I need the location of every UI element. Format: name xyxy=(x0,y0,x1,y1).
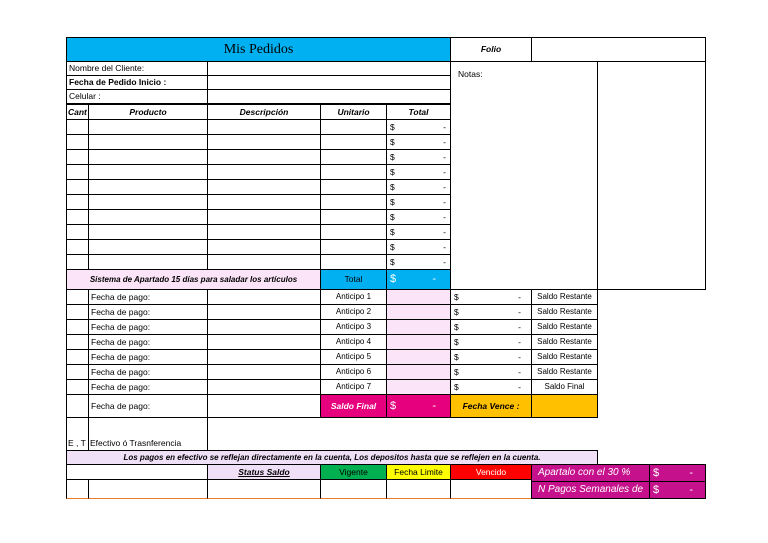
total-cell xyxy=(386,164,451,180)
amount: - xyxy=(518,336,521,347)
amount: - xyxy=(689,483,693,496)
payment-date-input[interactable] xyxy=(207,334,321,350)
bottom-total-cell xyxy=(386,479,451,499)
advance-amount xyxy=(450,334,532,350)
amount: - xyxy=(432,399,436,412)
currency-symbol: $ xyxy=(454,351,459,362)
product-cell[interactable] xyxy=(88,149,208,165)
amount: - xyxy=(443,211,446,222)
currency-symbol: $ xyxy=(390,136,395,147)
description-cell[interactable] xyxy=(207,164,321,180)
payment-date-label: Fecha de pago: xyxy=(88,334,208,350)
total-cell xyxy=(386,224,451,240)
final-number-cell xyxy=(66,394,89,418)
advance-label: Anticipo 3 xyxy=(320,319,387,335)
payment-date-label: Fecha de pago: xyxy=(88,289,208,305)
currency-symbol: $ xyxy=(390,399,397,412)
total-label: Total xyxy=(320,269,387,290)
qty-cell[interactable] xyxy=(66,119,89,135)
payment-date-input[interactable] xyxy=(207,319,321,335)
apartado-label: Apartalo con el 30 % xyxy=(531,464,650,482)
phone-label: Celular : xyxy=(66,89,208,104)
product-cell[interactable] xyxy=(88,164,208,180)
balance-label: Saldo Restante xyxy=(531,334,598,350)
amount: - xyxy=(432,273,436,285)
advance-label: Anticipo 7 xyxy=(320,379,387,395)
due-date-input[interactable] xyxy=(531,394,598,418)
folio-label: Folio xyxy=(450,37,532,62)
unit-cell[interactable] xyxy=(320,209,387,225)
legend-text: Efectivo ó Trasnferencia xyxy=(88,417,208,451)
amount: - xyxy=(518,366,521,377)
payment-date-input[interactable] xyxy=(207,349,321,365)
phone-input[interactable] xyxy=(207,89,451,104)
payment-date-label: Fecha de pago: xyxy=(88,349,208,365)
col-header-product: Producto xyxy=(88,104,208,120)
amount: - xyxy=(518,291,521,302)
product-cell[interactable] xyxy=(88,254,208,270)
col-header-unit: Unitario xyxy=(320,104,387,120)
bottom-status-cell xyxy=(450,479,532,499)
payment-number-cell xyxy=(66,364,89,380)
status-fecha-limite: Fecha Limite xyxy=(386,464,451,480)
payment-date-label: Fecha de pago: xyxy=(88,364,208,380)
amount: - xyxy=(443,226,446,237)
amount: - xyxy=(443,241,446,252)
order-date-input[interactable] xyxy=(207,75,451,90)
advance-input[interactable] xyxy=(386,289,451,305)
qty-cell[interactable] xyxy=(66,134,89,150)
balance-label: Saldo Restante xyxy=(531,289,598,305)
product-cell[interactable] xyxy=(88,209,208,225)
product-cell[interactable] xyxy=(88,134,208,150)
total-cell xyxy=(386,254,451,270)
final-balance-label: Saldo Final xyxy=(320,394,387,418)
bottom-description-cell xyxy=(207,479,321,499)
product-cell[interactable] xyxy=(88,239,208,255)
balance-label: Saldo Restante xyxy=(531,349,598,365)
unit-cell[interactable] xyxy=(320,239,387,255)
currency-symbol: $ xyxy=(390,166,395,177)
currency-symbol: $ xyxy=(390,181,395,192)
advance-label: Anticipo 6 xyxy=(320,364,387,380)
balance-label: Saldo Final xyxy=(531,379,598,395)
advance-amount xyxy=(450,364,532,380)
advance-label: Anticipo 4 xyxy=(320,334,387,350)
currency-symbol: $ xyxy=(653,483,660,496)
total-cell xyxy=(386,194,451,210)
currency-symbol: $ xyxy=(454,336,459,347)
currency-symbol: $ xyxy=(454,381,459,392)
unit-cell[interactable] xyxy=(320,224,387,240)
unit-cell[interactable] xyxy=(320,119,387,135)
advance-amount xyxy=(450,304,532,320)
bottom-unit-cell xyxy=(320,479,387,499)
currency-symbol: $ xyxy=(454,321,459,332)
description-cell[interactable] xyxy=(207,239,321,255)
total-cell xyxy=(386,179,451,195)
advance-input[interactable] xyxy=(386,319,451,335)
unit-cell[interactable] xyxy=(320,164,387,180)
col-header-total: Total xyxy=(386,104,451,120)
currency-symbol: $ xyxy=(390,151,395,162)
due-date-label: Fecha Vence : xyxy=(450,394,532,418)
grand-total xyxy=(386,269,451,290)
description-cell[interactable] xyxy=(207,209,321,225)
unit-cell[interactable] xyxy=(320,134,387,150)
description-cell[interactable] xyxy=(207,134,321,150)
description-cell[interactable] xyxy=(207,119,321,135)
amount: - xyxy=(443,196,446,207)
legend-codes: E , T xyxy=(66,417,89,451)
currency-symbol: $ xyxy=(390,226,395,237)
advance-input[interactable] xyxy=(386,304,451,320)
weekly-payments-value xyxy=(649,481,706,499)
qty-cell[interactable] xyxy=(66,209,89,225)
notes-box[interactable] xyxy=(450,61,598,290)
final-date-input[interactable] xyxy=(207,394,321,418)
col-header-qty: Cant xyxy=(66,104,89,120)
payment-date-input[interactable] xyxy=(207,304,321,320)
total-cell xyxy=(386,134,451,150)
payment-number-cell xyxy=(66,289,89,305)
payment-date-input[interactable] xyxy=(207,379,321,395)
status-vencido: Vencido xyxy=(450,464,532,480)
bottom-qty-cell xyxy=(66,479,89,499)
amount: - xyxy=(689,466,693,479)
client-name-input[interactable] xyxy=(207,61,451,76)
currency-symbol: $ xyxy=(390,196,395,207)
folio-field[interactable] xyxy=(531,37,706,62)
currency-symbol: $ xyxy=(454,366,459,377)
qty-cell[interactable] xyxy=(66,179,89,195)
payment-number-cell xyxy=(66,334,89,350)
bottom-product-cell xyxy=(88,479,208,499)
unit-cell[interactable] xyxy=(320,179,387,195)
product-cell[interactable] xyxy=(88,179,208,195)
total-cell xyxy=(386,149,451,165)
qty-cell[interactable] xyxy=(66,164,89,180)
amount: - xyxy=(443,151,446,162)
status-spacer xyxy=(66,464,208,480)
amount: - xyxy=(518,321,521,332)
currency-symbol: $ xyxy=(390,121,395,132)
order-date-label: Fecha de Pedido Inicio : xyxy=(66,75,208,90)
weekly-payments-label: N Pagos Semanales de xyxy=(531,481,650,499)
product-cell[interactable] xyxy=(88,224,208,240)
balance-label: Saldo Restante xyxy=(531,364,598,380)
qty-cell[interactable] xyxy=(66,194,89,210)
currency-symbol: $ xyxy=(454,306,459,317)
page-title: Mis Pedidos xyxy=(66,37,451,62)
final-balance-value xyxy=(386,394,451,418)
balance-label: Saldo Restante xyxy=(531,319,598,335)
qty-cell[interactable] xyxy=(66,224,89,240)
advance-input[interactable] xyxy=(386,334,451,350)
payment-date-input[interactable] xyxy=(207,289,321,305)
currency-symbol: $ xyxy=(390,256,395,267)
currency-symbol: $ xyxy=(454,291,459,302)
advance-input[interactable] xyxy=(386,364,451,380)
total-cell xyxy=(386,239,451,255)
currency-symbol: $ xyxy=(390,241,395,252)
amount: - xyxy=(518,306,521,317)
advance-amount xyxy=(450,319,532,335)
unit-cell[interactable] xyxy=(320,149,387,165)
total-cell xyxy=(386,119,451,135)
right-blank-column xyxy=(597,61,706,290)
payment-number-cell xyxy=(66,379,89,395)
apartado-value xyxy=(649,464,706,482)
qty-cell[interactable] xyxy=(66,149,89,165)
client-name-label: Nombre del Cliente: xyxy=(66,61,208,76)
payment-date-label: Fecha de pago: xyxy=(88,304,208,320)
description-cell[interactable] xyxy=(207,224,321,240)
total-cell xyxy=(386,209,451,225)
currency-symbol: $ xyxy=(653,466,660,479)
status-label: Status Saldo xyxy=(207,464,321,480)
qty-cell[interactable] xyxy=(66,239,89,255)
advance-amount xyxy=(450,379,532,395)
advance-amount xyxy=(450,349,532,365)
description-cell[interactable] xyxy=(207,194,321,210)
amount: - xyxy=(518,351,521,362)
amount: - xyxy=(443,256,446,267)
disclaimer-note: Los pagos en efectivo se reflejan directamente en la cuenta, Los depositos hasta que se reflejen en la cuenta. xyxy=(66,450,598,465)
payment-number-cell xyxy=(66,349,89,365)
product-cell[interactable] xyxy=(88,194,208,210)
qty-cell[interactable] xyxy=(66,254,89,270)
payment-date-label: Fecha de pago: xyxy=(88,379,208,395)
advance-input[interactable] xyxy=(386,349,451,365)
balance-label: Saldo Restante xyxy=(531,304,598,320)
amount: - xyxy=(443,136,446,147)
currency-symbol: $ xyxy=(390,273,397,285)
unit-cell[interactable] xyxy=(320,194,387,210)
advance-input[interactable] xyxy=(386,379,451,395)
amount: - xyxy=(443,181,446,192)
final-date-label: Fecha de pago: xyxy=(88,394,208,418)
payment-number-cell xyxy=(66,304,89,320)
payment-date-input[interactable] xyxy=(207,364,321,380)
product-cell[interactable] xyxy=(88,119,208,135)
layaway-note: Sistema de Apartado 15 días para saladar los artículos xyxy=(66,269,321,290)
payment-number-cell xyxy=(66,319,89,335)
col-header-description: Descripción xyxy=(207,104,321,120)
amount: - xyxy=(443,166,446,177)
status-vigente: Vigente xyxy=(320,464,387,480)
description-cell[interactable] xyxy=(207,149,321,165)
unit-cell[interactable] xyxy=(320,254,387,270)
amount: - xyxy=(443,121,446,132)
advance-label: Anticipo 1 xyxy=(320,289,387,305)
notes-label: Notas: xyxy=(458,69,483,79)
advance-label: Anticipo 2 xyxy=(320,304,387,320)
payment-date-label: Fecha de pago: xyxy=(88,319,208,335)
amount: - xyxy=(518,381,521,392)
advance-amount xyxy=(450,289,532,305)
advance-label: Anticipo 5 xyxy=(320,349,387,365)
description-cell[interactable] xyxy=(207,254,321,270)
description-cell[interactable] xyxy=(207,179,321,195)
currency-symbol: $ xyxy=(390,211,395,222)
